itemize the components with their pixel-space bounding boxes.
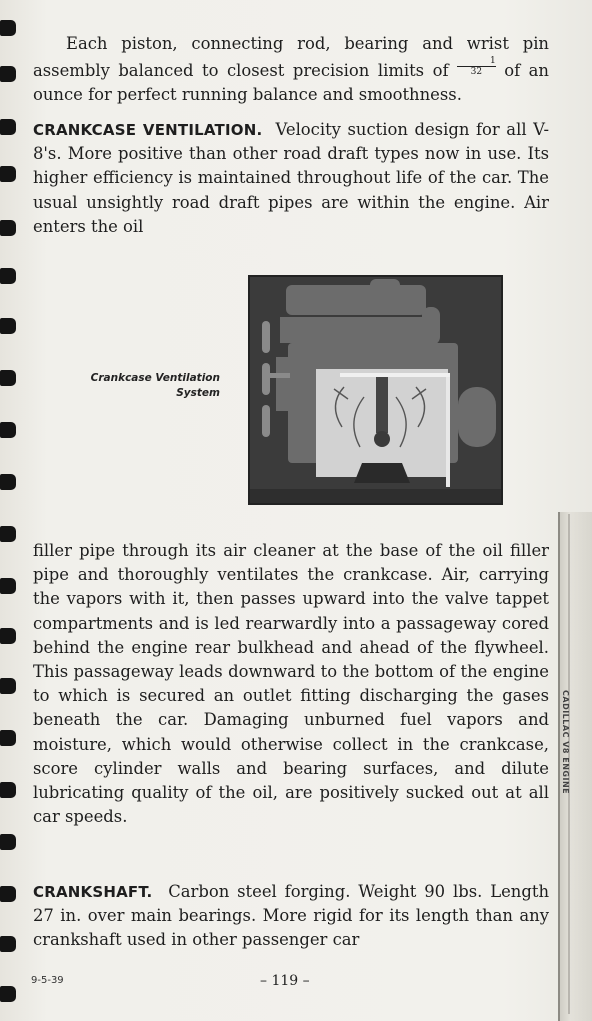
caption-line-1: Crankcase Ventilation (90, 372, 220, 384)
engine-illustration (250, 277, 501, 503)
footer-date: 9-5-39 (31, 975, 64, 986)
crankcase-heading: CRANKCASE VENTILATION. (33, 121, 263, 139)
crankshaft-heading: CRANKSHAFT. (33, 883, 153, 901)
crankcase-text-1: Velocity suction design for all V-8's. More positive than other road draft types now in use. Its higher efficiency is maintained throughout life of the car. The usual unsightly road draft pipes are within the engine. Air enters the oil (33, 120, 549, 236)
crankshaft-text: Carbon steel forging. Weight 90 lbs. Length 27 in. over main bearings. More rigid for its length than any crankshaft used in other passenger car (33, 882, 549, 950)
fraction (457, 56, 496, 77)
balance-text: Each piston, connecting rod, bearing and wrist pin assembly balanced to closest precision limits of (33, 34, 549, 81)
fraction-denominator: 32 (470, 67, 483, 78)
caption-line-2: System (176, 387, 220, 399)
engine-illustration-icon (248, 275, 503, 505)
balance-text-end: of an ounce for perfect running balance and smoothness. (33, 61, 549, 105)
paragraph-crankshaft (33, 880, 549, 953)
tab-label: CADILLAC V8 ENGINE (561, 690, 570, 795)
crankcase-text-2: filler pipe through its air cleaner at the base of the oil filler pipe and thoroughly ventilates the crankcase. Air, carrying the vapors with it, then passes upward into the valve tappet compartments and is led rearwardly into a passageway cored behind the engine rear bulkhead and ahead of the flywheel. This passageway leads downward to the bottom of the engine to which is secured an outlet fitting discharging the gases beneath the car. Damaging unburned fuel vapors and moisture, which would otherwise collect in the crankcase, score cylinder walls and bearing surfaces, and dilute lubricating quality of the oil, are positively sucked out at all car speeds. (33, 541, 549, 827)
paragraph-crankcase-cont (33, 539, 549, 829)
page-number: – 119 – (260, 973, 310, 989)
fraction-numerator: 1 (457, 56, 496, 67)
paragraph-crankcase (33, 118, 549, 239)
figure-caption (60, 371, 220, 401)
spiral-binding-icon (0, 0, 24, 1021)
paragraph-balance (33, 32, 549, 108)
